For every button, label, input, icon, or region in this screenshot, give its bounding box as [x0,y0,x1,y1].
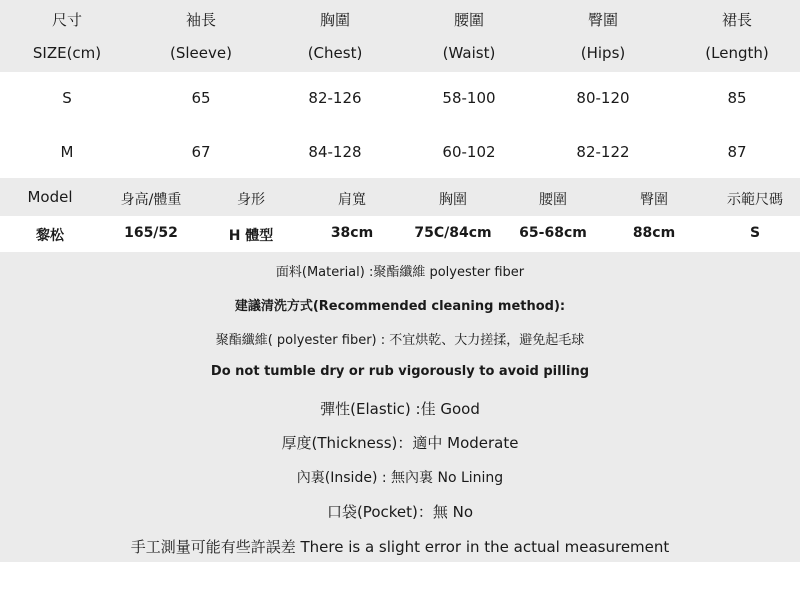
model-header-shoulder: 肩寬 [338,192,366,208]
size-s-sleeve: 65 [191,89,211,107]
cleaning-zh-line: 聚酯纖維( polyester fiber) : 不宜烘乾、大力搓揉，避免起毛球 [215,333,585,348]
model-header-height: 身高/體重 [120,192,182,208]
pocket-line: 口袋(Pocket)：無 No [326,503,474,521]
size-s-waist: 58-100 [442,89,496,107]
inside-line: 內裏(Inside) : 無內裏 No Lining [296,470,504,486]
model-shoulder: 38cm [330,225,374,241]
size-m-hips: 82-122 [576,143,630,161]
header-en-length: (Length) [705,44,769,62]
model-size: S [749,225,761,241]
size-table-header [0,0,800,72]
header-en-size: SIZE(cm) [32,44,102,62]
material-line: 面料(Material) :聚酯纖維 polyester fiber [275,265,525,280]
cleaning-en-line: Do not tumble dry or rub vigorously to avoid pilling [210,364,590,379]
header-zh-sleeve: 袖長 [185,11,217,29]
model-waist: 65-68cm [519,225,587,241]
model-header-shape: 身形 [237,192,265,208]
model-height: 165/52 [124,225,178,241]
size-s-chest: 82-126 [308,89,362,107]
model-hips: 88cm [632,225,676,241]
cleaning-title: 建議清洗方式(Recommended cleaning method): [234,299,566,314]
size-s-hips: 80-120 [576,89,630,107]
model-header-waist: 腰圍 [539,192,567,208]
header-zh-waist: 腰圍 [453,11,485,29]
model-header-hips: 臀圍 [640,192,668,208]
model-header-model: Model [27,188,73,206]
elastic-line: 彈性(Elastic) :佳 Good [320,400,480,418]
model-table-header [0,178,800,216]
model-header-size: 示範尺碼 [727,192,783,208]
size-s-length: 85 [727,89,747,107]
product-info-block [0,252,800,562]
model-header-chest: 胸圍 [439,192,467,208]
model-shape: H 體型 [228,228,274,244]
header-en-waist: (Waist) [442,44,496,62]
size-m-length: 87 [727,143,747,161]
model-table-row [0,216,800,252]
size-s-label: S [62,89,72,107]
measurement-note: 手工測量可能有些許誤差 There is a slight error in the actual measurement [130,538,670,556]
model-chest: 75C/84cm [414,225,492,241]
size-m-chest: 84-128 [308,143,362,161]
header-zh-length: 裙長 [721,11,753,29]
header-zh-size: 尺寸 [51,11,83,29]
model-name: 黎松 [36,228,64,244]
header-zh-chest: 胸圍 [319,11,351,29]
size-m-label: M [60,143,74,161]
header-zh-hips: 臀圍 [587,11,619,29]
size-table-body [0,72,800,178]
thickness-line: 厚度(Thickness)：適中 Moderate [281,434,519,452]
size-m-waist: 60-102 [442,143,496,161]
header-en-sleeve: (Sleeve) [170,44,232,62]
size-m-sleeve: 67 [191,143,211,161]
header-en-chest: (Chest) [307,44,363,62]
header-en-hips: (Hips) [580,44,626,62]
